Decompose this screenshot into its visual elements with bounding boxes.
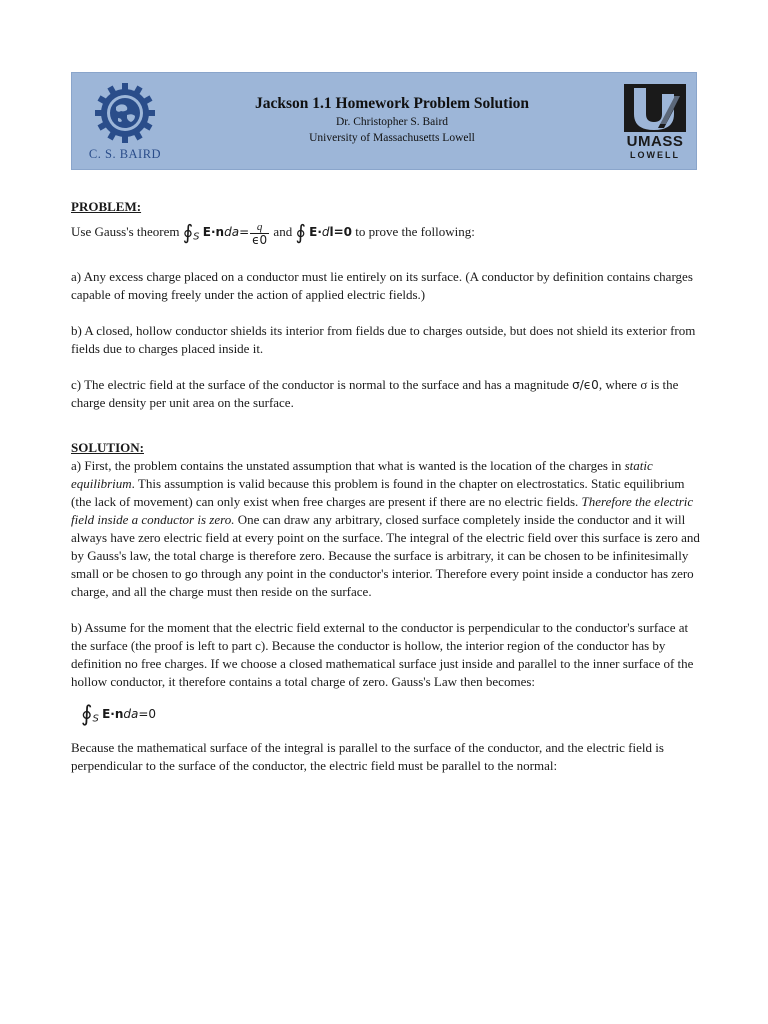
eq1-subscript: S (193, 231, 200, 243)
solution-part-a (71, 457, 701, 601)
contour-integral-icon: ∮ (81, 701, 93, 727)
eq1-vector: E·n (202, 225, 225, 239)
part-c-expression: σ/ϵ0 (572, 377, 599, 392)
solution-part-b: b) Assume for the moment that the electric field external to the conductor is perpendicular to the conductor's surface at the surface (the proof is left to part c). Because the conductor is hollow, the interior region of the conductor has by definition no free charges. If we choose a closed mathematical surface just inside and parallel to the inner surface of the hollow conductor, it therefore contains a total charge of zero. Gauss's Law then becomes: (71, 619, 694, 689)
eq3-vector: E·n (102, 706, 124, 721)
problem-part-c (71, 376, 701, 412)
spacer (71, 304, 701, 322)
solution-a-text-3: One can draw any arbitrary, closed surface completely inside the conductor and it will always have zero electric field at every point on the surface. The integral of the electric field over this surface is zero and by Gauss's law, the total charge is therefore zero. Because the surface is arbitrary, it can be chosen to be infinitesimally small or be chosen to go through any point in the conductor's interior. Therefore every point inside a conductor has zero charge, and all the charge must then reside on the surface. (71, 511, 700, 599)
eq3-rhs: =0 (138, 706, 157, 721)
intro-text: Use Gauss's theorem (71, 224, 180, 239)
part-c-post: , where σ is the charge density per unit area on the surface. (71, 376, 679, 410)
eq1-denominator: ϵ0 (252, 232, 268, 247)
solution-heading: SOLUTION: (71, 439, 144, 455)
solution-a-emphasis: static equilibrium (71, 457, 653, 491)
spacer (71, 358, 701, 376)
eq2-rhs: l=0 (329, 225, 353, 239)
eq2-differential: d (321, 225, 330, 239)
gauss-law-equation (81, 699, 701, 729)
eq1-differential: da (224, 225, 240, 239)
eq2-vector: E· (309, 225, 322, 239)
eq3-differential: da (123, 706, 139, 721)
eq1-fraction (250, 221, 269, 246)
solution-a-conclusion: Therefore the electric field inside a conductor is zero. (71, 493, 694, 527)
intro-post: to prove the following: (355, 224, 475, 239)
lowell-logo-text: LOWELL (630, 150, 680, 160)
gear-globe-icon (92, 81, 158, 145)
part-c-text: c) The electric field at the surface of the conductor is normal to the surface and has a magnitude (71, 376, 569, 392)
spacer (71, 601, 701, 619)
document-title: Jackson 1.1 Homework Problem Solution (255, 95, 529, 112)
title-block (212, 95, 572, 145)
contour-integral-icon: ∮ (182, 220, 194, 244)
eq1-equals: = (239, 225, 250, 239)
cs-baird-logo (80, 81, 170, 165)
problem-heading: PROBLEM: (71, 199, 142, 214)
problem-part-b: b) A closed, hollow conductor shields its interior from fields due to charges outside, but does not shield its exterior from fields due to charges placed inside it. (71, 322, 696, 356)
institution-name: University of Massachusetts Lowell (309, 132, 475, 144)
umass-emblem-icon (624, 84, 686, 132)
intro-and: and (273, 224, 293, 239)
eq3-subscript: S (92, 713, 99, 725)
spacer (71, 250, 701, 268)
cs-baird-logo-text: C. S. BAIRD (88, 147, 162, 161)
spacer (71, 412, 701, 439)
solution-part-b-continued: Because the mathematical surface of the integral is parallel to the surface of the conductor, and the electric field is perpendicular to the surface of the conductor, the electric field must be parallel to the normal: (71, 739, 664, 773)
solution-a-text-2: . This assumption is valid because this problem is found in the chapter on electrostatics. Static equilibrium (the lack of movement) can only exist when free charges are present if there are no electric fields. (71, 475, 685, 509)
umass-logo-text: UMASS (626, 133, 684, 150)
problem-part-a: a) Any excess charge placed on a conductor must lie entirely on its surface. (A conductor by definition contains charges capable of moving freely under the action of applied electric fields.) (71, 268, 693, 302)
document-header (71, 72, 697, 170)
problem-intro (71, 220, 701, 250)
contour-integral-icon: ∮ (295, 220, 306, 244)
solution-a-text: a) First, the problem contains the unstated assumption that what is wanted is the location of the charges in (71, 457, 622, 473)
document-body (71, 198, 701, 775)
umass-lowell-logo (624, 84, 688, 162)
eq1-numerator: q (250, 221, 269, 234)
author-name: Dr. Christopher S. Baird (335, 116, 449, 128)
